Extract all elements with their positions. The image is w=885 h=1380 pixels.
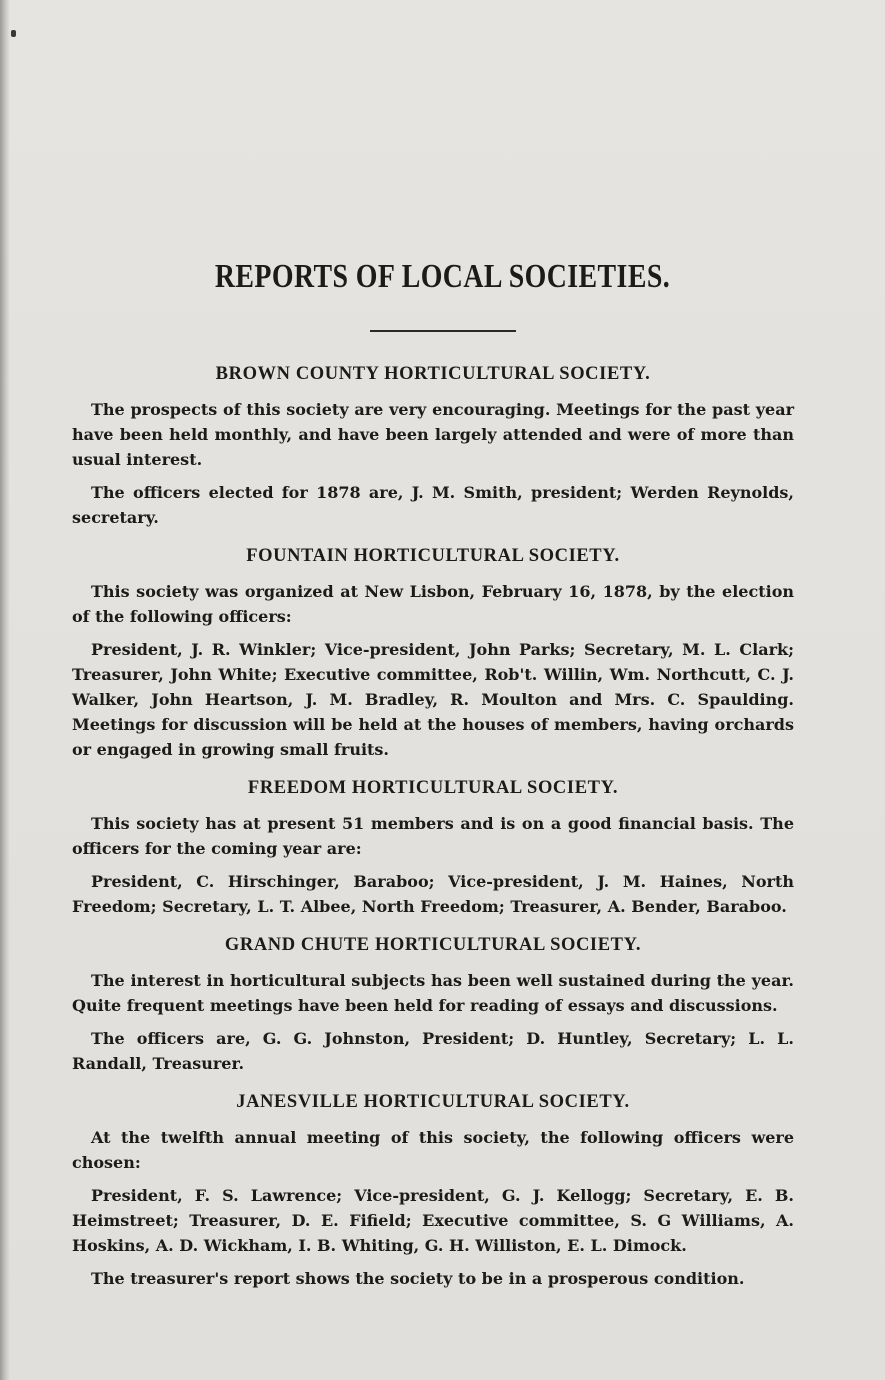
society-heading: FREEDOM HORTICULTURAL SOCIETY.	[247, 778, 619, 798]
society-paragraph: President, F. S. Lawrence; Vice-president, G. J. Kellogg; Secretary, E. B. Heimstreet; Treasurer, D. E. Fifield; Executive committee, S. G Williams, A. Hoskins, A. D. Wickham, I. B. Whiting, G. H. Williston, E. L. Dimock.	[72, 1186, 794, 1255]
society-section-janesville	[72, 1092, 794, 1291]
society-paragraph: The prospects of this society are very encouraging. Meetings for the past year have been held monthly, and have been largely attended and were of more than usual interest.	[72, 400, 794, 469]
society-section-fountain	[72, 546, 794, 762]
society-section-freedom	[72, 778, 794, 919]
society-paragraph: The officers elected for 1878 are, J. M. Smith, president; Werden Reynolds, secretary.	[72, 483, 794, 527]
society-paragraph: The interest in horticultural subjects has been well sustained during the year. Quite frequent meetings have been held for reading of essays and discussions.	[72, 971, 794, 1015]
society-heading: BROWN COUNTY HORTICULTURAL SOCIETY.	[215, 364, 651, 384]
society-paragraph: At the twelfth annual meeting of this society, the following officers were chosen:	[72, 1128, 794, 1172]
society-paragraph: This society has at present 51 members and is on a good financial basis. The officers for the coming year are:	[72, 814, 794, 858]
society-section-grand-chute	[72, 935, 794, 1076]
society-paragraph: The officers are, G. G. Johnston, President; D. Huntley, Secretary; L. L. Randall, Treasurer.	[72, 1029, 794, 1073]
page-title: REPORTS OF LOCAL SOCIETIES.	[214, 258, 671, 295]
society-heading: FOUNTAIN HORTICULTURAL SOCIETY.	[246, 546, 620, 566]
society-paragraph: President, C. Hirschinger, Baraboo; Vice-president, J. M. Haines, North Freedom; Secretary, L. T. Albee, North Freedom; Treasurer, A. Bender, Baraboo.	[72, 872, 794, 916]
society-section-brown-county	[72, 364, 794, 530]
ink-speck	[11, 30, 16, 37]
society-paragraph: President, J. R. Winkler; Vice-president, John Parks; Secretary, M. L. Clark; Treasurer, John White; Executive committee, Rob't. Willin, Wm. Northcutt, C. J. Walker, John Heartson, J. M. Bradley, R. Moulton and Mrs. C. Spaulding. Meetings for discussion will be held at the houses of members, having orchards or engaged in growing small fruits.	[72, 640, 794, 759]
title-rule	[370, 330, 516, 332]
page-binding-edge	[0, 0, 10, 1380]
society-heading: GRAND CHUTE HORTICULTURAL SOCIETY.	[224, 935, 642, 955]
society-heading: JANESVILLE HORTICULTURAL SOCIETY.	[236, 1092, 630, 1112]
society-paragraph: This society was organized at New Lisbon, February 16, 1878, by the election of the following officers:	[72, 582, 794, 626]
society-paragraph: The treasurer's report shows the society to be in a prosperous condition.	[91, 1269, 745, 1288]
report-content	[72, 364, 794, 1307]
